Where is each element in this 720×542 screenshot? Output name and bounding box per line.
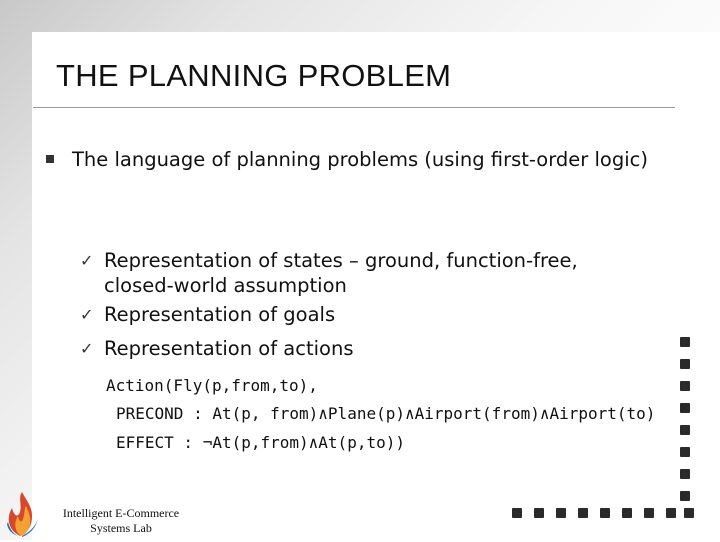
checkmark-icon: ✓	[80, 339, 94, 358]
square-bullet-icon	[46, 155, 54, 163]
checkmark-icon: ✓	[80, 305, 94, 324]
deco-square	[680, 491, 690, 501]
footer-line-2: Systems Lab	[90, 521, 152, 535]
deco-square	[600, 508, 610, 518]
checkmark-icon: ✓	[80, 251, 94, 270]
action-effect: EFFECT : ¬At(p,from)∧At(p,to))	[116, 433, 405, 452]
sub-item-goals	[80, 298, 680, 332]
title-divider	[33, 107, 675, 108]
deco-square	[534, 508, 544, 518]
sub-bullet-list	[80, 244, 680, 366]
deco-square	[556, 508, 566, 518]
sub-item-text-continued: closed-world assumption	[104, 274, 347, 297]
deco-square	[680, 359, 690, 369]
deco-square	[512, 508, 522, 518]
deco-square	[684, 508, 694, 518]
main-bullet-text: The language of planning problems (using first-order logic)	[72, 148, 648, 171]
sub-item-text: Representation of goals	[104, 303, 336, 326]
deco-square	[680, 337, 690, 347]
deco-square	[578, 508, 588, 518]
deco-square	[644, 508, 654, 518]
action-precondition: PRECOND : At(p, from)∧Plane(p)∧Airport(from)∧Airport(to)	[116, 404, 656, 423]
deco-square	[666, 508, 676, 518]
deco-square	[622, 508, 632, 518]
footer-line-1: Intelligent E-Commerce	[62, 506, 180, 520]
action-signature: Action(Fly(p,from,to),	[106, 376, 318, 395]
deco-square	[680, 425, 690, 435]
deco-square	[680, 381, 690, 391]
deco-square	[680, 447, 690, 457]
sub-item-text: Representation of states – ground, function-free,	[104, 249, 578, 272]
slide-title: THE PLANNING PROBLEM	[56, 58, 452, 93]
flame-logo-icon	[2, 492, 42, 542]
sub-item-states	[80, 244, 680, 298]
deco-square	[680, 469, 690, 479]
sub-item-actions	[80, 332, 680, 366]
footer-lab-name	[56, 506, 186, 536]
sub-item-text: Representation of actions	[104, 337, 354, 360]
deco-square	[680, 403, 690, 413]
